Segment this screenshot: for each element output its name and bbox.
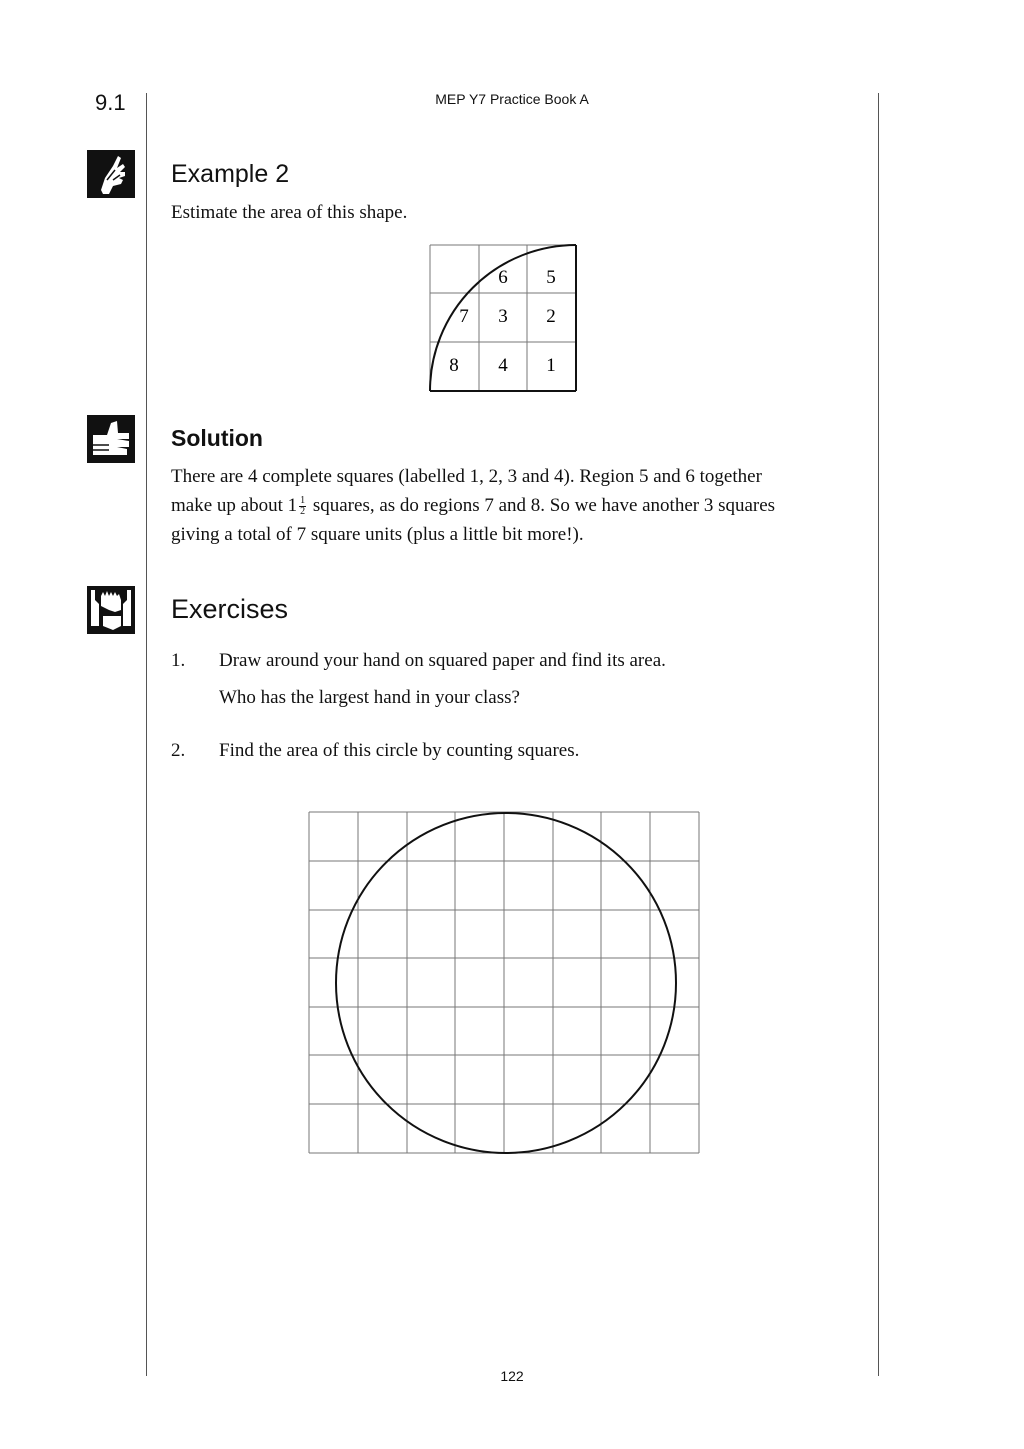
example-heading: Example 2 xyxy=(171,160,290,188)
region-label-3: 3 xyxy=(498,306,508,327)
region-label-8: 8 xyxy=(449,355,459,376)
region-label-5: 5 xyxy=(546,267,556,288)
region-label-2: 2 xyxy=(546,306,556,327)
solution-line-2-end: squares, as do regions 7 and 8. So we have another 3 squares xyxy=(308,495,776,516)
region-label-6: 6 xyxy=(498,267,508,288)
region-label-1: 1 xyxy=(546,355,556,376)
fraction-numerator: 1 xyxy=(300,495,306,507)
hands-icon xyxy=(87,586,135,634)
right-margin-rule xyxy=(878,93,879,1376)
solution-heading: Solution xyxy=(171,425,263,451)
exercise-2-text: Find the area of this circle by counting squares. xyxy=(219,740,580,761)
region-label-4: 4 xyxy=(498,355,508,376)
quarter-circle-grid-figure xyxy=(428,243,578,393)
example-prompt: Estimate the area of this shape. xyxy=(171,202,408,223)
region-label-7: 7 xyxy=(459,306,469,327)
pointing-hand-icon xyxy=(87,150,135,198)
solution-line-1: There are 4 complete squares (labelled 1, 2, 3 and 4). Region 5 and 6 together xyxy=(171,466,762,487)
solution-line-2-start: make up about 1 xyxy=(171,495,298,516)
left-margin-rule xyxy=(146,93,147,1376)
one-half-fraction xyxy=(299,496,306,517)
page-number: 122 xyxy=(500,1368,524,1384)
solution-text xyxy=(171,462,861,549)
exercises-heading: Exercises xyxy=(171,594,289,624)
solution-line-2 xyxy=(171,491,861,520)
circle-grid-figure xyxy=(308,811,701,1155)
section-number: 9.1 xyxy=(95,90,126,115)
fraction-denominator: 2 xyxy=(300,506,306,518)
exercise-1-number: 1. xyxy=(171,650,186,671)
exercise-2-number: 2. xyxy=(171,740,186,761)
solution-line-3: giving a total of 7 square units (plus a little bit more!). xyxy=(171,524,584,545)
exercise-1-text: Draw around your hand on squared paper and find its area. xyxy=(219,650,666,671)
exercise-1-question: Who has the largest hand in your class? xyxy=(219,687,520,708)
book-title: MEP Y7 Practice Book A xyxy=(435,91,589,107)
thumbs-up-icon xyxy=(87,415,135,463)
